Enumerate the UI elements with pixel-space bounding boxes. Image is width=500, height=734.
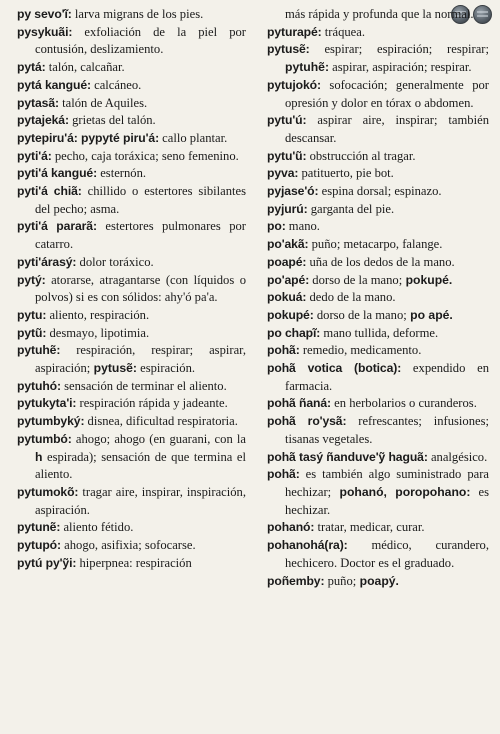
headword: po chapĩ: xyxy=(267,325,321,340)
definition: es hechizar. xyxy=(285,484,489,517)
headword: pyti'árasý: xyxy=(17,254,77,269)
headword: poapé: xyxy=(267,254,307,269)
dictionary-entry xyxy=(267,573,489,591)
definition: talón, calcañar. xyxy=(45,60,125,75)
headword: pytumbó: xyxy=(17,431,72,446)
dictionary-entry xyxy=(267,236,489,254)
definition: chillido o estertores sibilantes del pecho; asma. xyxy=(35,184,246,216)
definition: tráquea. xyxy=(321,24,365,39)
definition: callo plantar. xyxy=(159,130,228,145)
dictionary-entry xyxy=(17,148,246,166)
definition: dorso de la mano; xyxy=(309,272,403,287)
headword: pytusẽ: xyxy=(267,42,310,57)
dictionary-entry xyxy=(17,59,246,77)
dictionary-entry xyxy=(267,201,489,219)
definition: disnea, dificultad respiratoria. xyxy=(84,414,238,429)
headword: po: xyxy=(267,219,286,234)
headword: pohã ñaná: xyxy=(267,396,332,411)
definition: espina dorsal; espinazo. xyxy=(318,184,442,199)
cross-reference: poapý. xyxy=(356,573,399,588)
headword: po'akã: xyxy=(267,237,309,252)
entry-continuation: más rápida y profunda que la normal. xyxy=(285,7,474,21)
definition: refrescantes; infusiones; tisanas vegetales. xyxy=(285,414,489,446)
dictionary-entry xyxy=(267,307,489,325)
definition: grietas del talón. xyxy=(68,113,156,128)
dictionary-entry xyxy=(267,413,489,448)
definition: médico, curandero, hechicero. Doctor es el graduado. xyxy=(285,538,489,570)
headword: pytepiru'á: xyxy=(17,130,78,145)
headword: po'apé: xyxy=(267,272,310,287)
headword: pytujokó: xyxy=(267,77,321,92)
left-column xyxy=(17,6,246,573)
dictionary-entry xyxy=(267,218,489,236)
headword: pyjase'ó: xyxy=(267,184,319,199)
definition: pecho, caja toráxica; seno femenino. xyxy=(51,148,239,163)
definition: espirada); sensación de que termina el aliento. xyxy=(35,449,246,482)
cross-reference: pytuhẽ: xyxy=(285,60,330,75)
headword: pytu: xyxy=(17,307,47,322)
headword: pytajeká: xyxy=(17,113,69,128)
right-column xyxy=(267,6,489,590)
headword: pytá kangué: xyxy=(17,77,91,92)
dictionary-entry xyxy=(17,537,246,555)
definition: en herbolarios o curanderos. xyxy=(331,396,477,411)
definition: obstrucción al tragar. xyxy=(306,148,416,163)
definition: mano. xyxy=(285,219,320,234)
headword: pokuá: xyxy=(267,290,307,305)
dictionary-entry xyxy=(17,378,246,396)
definition: respiración rápida y jadeante. xyxy=(76,396,228,411)
cross-reference: po apé. xyxy=(406,307,453,322)
headword: pytasã: xyxy=(17,95,59,110)
definition: ahogo; ahogo (en guarani, con la xyxy=(71,431,246,446)
definition: larva migrans de los pies. xyxy=(71,7,204,21)
headword: pyti'á chiã: xyxy=(17,184,82,199)
headword: pytumbyký: xyxy=(17,414,85,429)
dictionary-entry xyxy=(267,112,489,147)
definition: sensación de terminar el aliento. xyxy=(60,378,227,393)
dictionary-entry xyxy=(17,130,246,148)
definition: atorarse, atragantarse (con líquidos o polvos) si es con sólidos: ahy'ó pa'a. xyxy=(35,272,246,305)
definition: respiración, respirar; aspirar, aspiración; xyxy=(35,343,246,376)
dictionary-entry xyxy=(267,24,489,42)
definition: hiperpnea: respiración xyxy=(76,555,192,570)
dictionary-entry xyxy=(17,112,246,130)
dictionary-entry xyxy=(267,537,489,572)
headword: pysykuãi: xyxy=(17,24,73,39)
dictionary-entry xyxy=(267,148,489,166)
definition: dolor toráxico. xyxy=(76,254,154,269)
definition: patituerto, pie bot. xyxy=(298,166,394,181)
headword: pytu'ú: xyxy=(267,113,307,128)
definition: esternón. xyxy=(97,166,147,181)
dictionary-entry xyxy=(267,77,489,112)
definition: talón de Aquiles. xyxy=(58,95,148,110)
headword: pokupé: xyxy=(267,307,314,322)
definition: mano tullida, deforme. xyxy=(320,325,439,340)
dictionary-entry xyxy=(17,272,246,307)
dictionary-entry xyxy=(17,95,246,113)
definition: dedo de la mano. xyxy=(306,290,396,305)
headword: pohanó: xyxy=(267,520,315,535)
definition: garganta del pie. xyxy=(307,201,395,216)
dictionary-entry xyxy=(267,289,489,307)
headword: pohã votica (botica): xyxy=(267,361,402,376)
definition: expendido en farmacia. xyxy=(285,361,489,393)
dictionary-entry xyxy=(17,325,246,343)
dictionary-entry xyxy=(267,272,489,290)
definition: exfoliación de la piel por contusión, deslizamiento. xyxy=(35,24,246,57)
dictionary-entry xyxy=(17,395,246,413)
definition: ahogo, asifixia; sofocarse. xyxy=(60,538,196,553)
headword: pyturapé: xyxy=(267,24,322,39)
dictionary-entry xyxy=(267,342,489,360)
dictionary-entry xyxy=(17,484,246,519)
headword: pyti'á: xyxy=(17,148,52,163)
headword: pytuhẽ: xyxy=(17,343,61,358)
headword: pohã ro'ysã: xyxy=(267,414,347,429)
headword: pytũ: xyxy=(17,325,47,340)
dictionary-entry xyxy=(17,183,246,218)
definition: analgésico. xyxy=(427,449,488,464)
dictionary-entry xyxy=(17,254,246,272)
dictionary-entry xyxy=(17,342,246,377)
dictionary-entry xyxy=(17,307,246,325)
headword-variant: pypyté piru'á: xyxy=(77,130,160,145)
definition: sofocación; generalmente por opresión y dolor en tórax o abdomen. xyxy=(285,77,489,110)
headword: pytú py'ỹi: xyxy=(17,555,77,570)
definition: aliento, respiración. xyxy=(46,307,150,322)
dictionary-entry xyxy=(17,165,246,183)
dictionary-entry xyxy=(267,6,489,24)
dictionary-entry xyxy=(267,183,489,201)
dictionary-entry xyxy=(267,165,489,183)
dictionary-entry xyxy=(17,6,246,24)
definition: tratar, medicar, curar. xyxy=(314,520,425,535)
definition: desmayo, lipotimia. xyxy=(46,325,150,340)
headword: pytý: xyxy=(17,272,46,287)
headword: py sevo'ĩ: xyxy=(17,7,72,21)
headword: pohã tasý ñanduve'ỹ haguã: xyxy=(267,449,428,464)
headword: pytá: xyxy=(17,60,46,75)
headword: pohã: xyxy=(267,343,300,358)
headword: pyti'á pararã: xyxy=(17,219,97,234)
headword: pytukyta'i: xyxy=(17,396,77,411)
headword: poñemby: xyxy=(267,573,325,588)
headword: pohanohá(ra): xyxy=(267,538,348,553)
dictionary-entry xyxy=(17,218,246,253)
cross-reference: pytusẽ: xyxy=(90,361,137,376)
dictionary-entry xyxy=(267,466,489,519)
definition: uña de los dedos de la mano. xyxy=(306,254,455,269)
dictionary-entry xyxy=(17,431,246,484)
headword: pytu'ũ: xyxy=(267,148,307,163)
cross-reference: pokupé. xyxy=(402,272,453,287)
dictionary-entry xyxy=(267,360,489,395)
headword: pytuhó: xyxy=(17,378,61,393)
definition: remedio, medicamento. xyxy=(299,343,422,358)
headword: pyti'á kangué: xyxy=(17,166,98,181)
headword: pytumokõ: xyxy=(17,484,79,499)
dictionary-entry xyxy=(17,24,246,59)
definition: aspirar aire, inspirar; también descansar. xyxy=(285,113,489,145)
definition: aspirar, aspiración; respirar. xyxy=(329,60,472,75)
headword: pohã: xyxy=(267,467,300,482)
dictionary-entry xyxy=(267,325,489,343)
definition: espiración. xyxy=(137,361,196,376)
cross-reference: pohanó, poropohano: xyxy=(331,484,471,499)
cross-reference: h xyxy=(35,449,43,464)
definition: aliento fétido. xyxy=(60,520,134,535)
dictionary-entry xyxy=(267,519,489,537)
definition: puño; xyxy=(324,573,357,588)
dictionary-entry xyxy=(267,449,489,467)
headword: pytunẽ: xyxy=(17,520,61,535)
headword: pytupó: xyxy=(17,538,61,553)
definition: dorso de la mano; xyxy=(313,307,407,322)
definition: es también algo suministrado para hechizar; xyxy=(285,467,489,499)
definition: calcáneo. xyxy=(90,77,142,92)
dictionary-entry xyxy=(17,77,246,95)
dictionary-entry xyxy=(17,555,246,573)
headword: pyjurú: xyxy=(267,201,308,216)
dictionary-entry xyxy=(267,254,489,272)
dictionary-entry xyxy=(267,41,489,76)
dictionary-entry xyxy=(17,413,246,431)
headword: pyva: xyxy=(267,166,299,181)
definition: espirar; espiración; respirar; xyxy=(309,42,489,57)
dictionary-entry xyxy=(267,395,489,413)
definition: estertores pulmonares por catarro. xyxy=(35,219,247,252)
definition: puño; metacarpo, falange. xyxy=(308,237,443,252)
definition: tragar aire, inspirar, inspiración, aspiración. xyxy=(35,484,246,517)
dictionary-entry xyxy=(17,519,246,537)
